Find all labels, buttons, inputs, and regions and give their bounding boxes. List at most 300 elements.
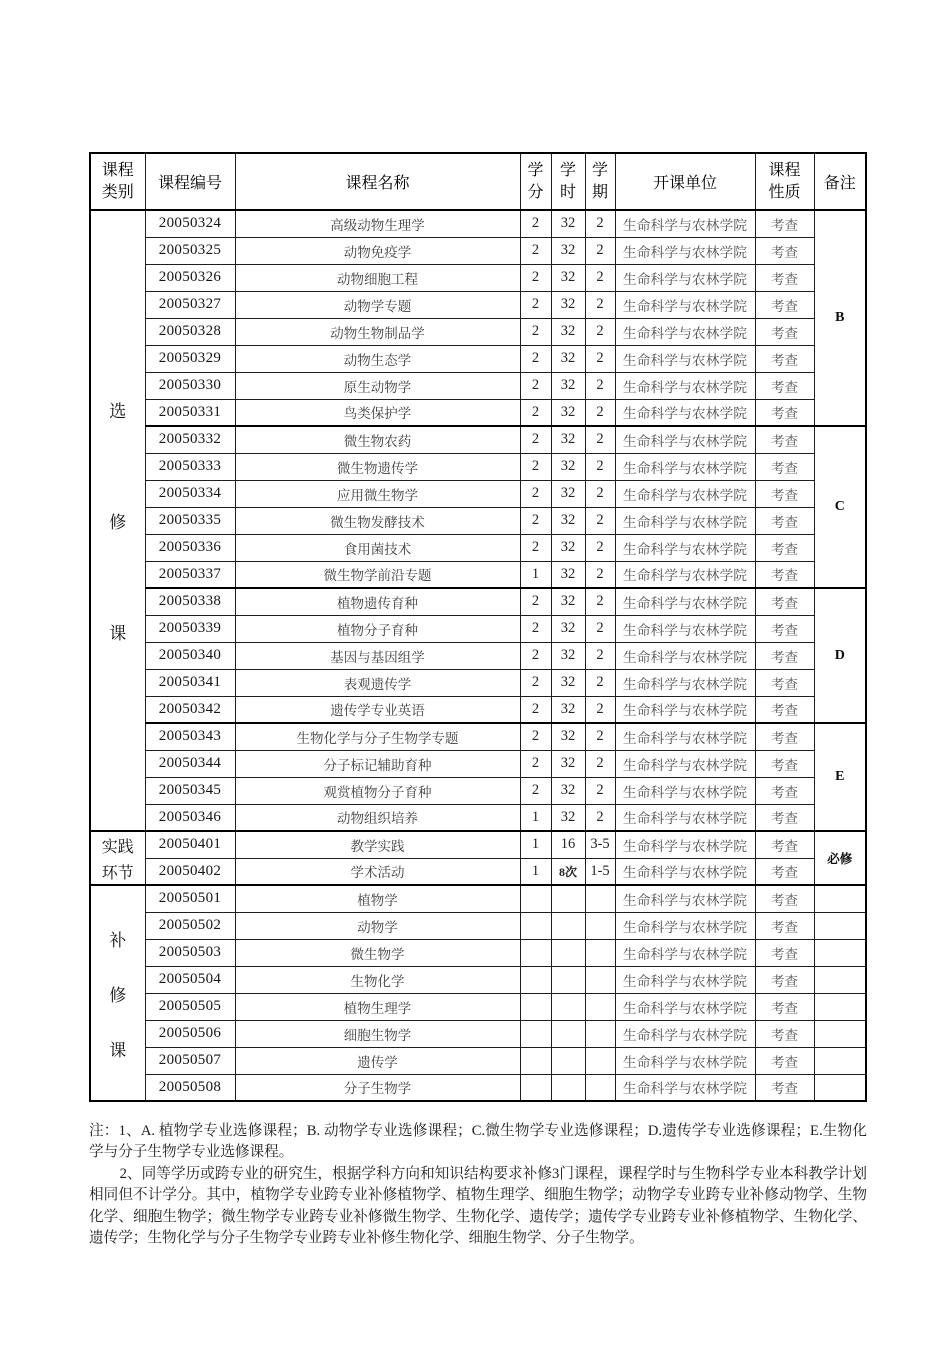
cell-nature: 考查 [755, 237, 814, 264]
cell-name: 学术活动 [235, 858, 520, 885]
cell-credit [520, 885, 551, 912]
col-header-name: 课程名称 [235, 153, 520, 210]
course-row [90, 831, 866, 858]
header-row [90, 153, 866, 210]
cell-nature: 考查 [755, 210, 814, 237]
cell-term: 1-5 [585, 858, 615, 885]
course-row [90, 480, 866, 507]
cell-credit: 1 [520, 804, 551, 831]
cell-name: 动物免疫学 [235, 237, 520, 264]
cell-unit: 生命科学与农林学院 [615, 372, 755, 399]
cell-remark: E [814, 723, 866, 831]
col-header-code: 课程编号 [145, 153, 235, 210]
category-char: 环节 [101, 864, 134, 882]
cell-code: 20050342 [145, 696, 235, 723]
cell-name: 表观遗传学 [235, 669, 520, 696]
cell-unit: 生命科学与农林学院 [615, 426, 755, 453]
cell-credit: 2 [520, 642, 551, 669]
cell-term: 2 [585, 264, 615, 291]
cell-hours [551, 993, 585, 1020]
cell-credit: 2 [520, 399, 551, 426]
cell-name: 遗传学 [235, 1047, 520, 1074]
course-row [90, 318, 866, 345]
cell-term: 2 [585, 480, 615, 507]
cell-term: 2 [585, 750, 615, 777]
notes-block [89, 1121, 867, 1249]
cell-name: 教学实践 [235, 831, 520, 858]
cell-hours [551, 1047, 585, 1074]
cell-term: 2 [585, 210, 615, 237]
cell-nature: 考查 [755, 804, 814, 831]
cell-remark [814, 966, 866, 993]
cell-category [90, 885, 145, 1101]
course-row [90, 642, 866, 669]
course-table-wrap [89, 152, 867, 1102]
cell-term: 2 [585, 318, 615, 345]
col-header-nature-line1: 课程 [768, 162, 801, 180]
course-row [90, 237, 866, 264]
cell-credit: 2 [520, 777, 551, 804]
cell-hours: 32 [551, 399, 585, 426]
cell-name: 植物遗传育种 [235, 588, 520, 615]
course-row [90, 777, 866, 804]
cell-code: 20050336 [145, 534, 235, 561]
cell-unit: 生命科学与农林学院 [615, 291, 755, 318]
cell-nature: 考查 [755, 291, 814, 318]
cell-remark [814, 993, 866, 1020]
cell-credit: 2 [520, 588, 551, 615]
cell-nature: 考查 [755, 939, 814, 966]
cell-term: 2 [585, 291, 615, 318]
cell-code: 20050330 [145, 372, 235, 399]
cell-code: 20050326 [145, 264, 235, 291]
cell-code: 20050329 [145, 345, 235, 372]
cell-credit [520, 1074, 551, 1101]
cell-term: 2 [585, 453, 615, 480]
cell-name: 食用菌技术 [235, 534, 520, 561]
course-row [90, 858, 866, 885]
cell-nature: 考查 [755, 696, 814, 723]
cell-term: 2 [585, 534, 615, 561]
cell-remark: C [814, 426, 866, 588]
cell-credit: 2 [520, 696, 551, 723]
cell-code: 20050333 [145, 453, 235, 480]
cell-term: 2 [585, 345, 615, 372]
cell-nature: 考查 [755, 561, 814, 588]
cell-nature: 考查 [755, 372, 814, 399]
cell-nature: 考查 [755, 723, 814, 750]
cell-unit: 生命科学与农林学院 [615, 858, 755, 885]
cell-hours: 32 [551, 669, 585, 696]
cell-hours: 32 [551, 588, 585, 615]
cell-credit: 2 [520, 237, 551, 264]
cell-credit: 2 [520, 372, 551, 399]
cell-name: 动物生态学 [235, 345, 520, 372]
cell-term: 2 [585, 696, 615, 723]
cell-unit: 生命科学与农林学院 [615, 966, 755, 993]
cell-nature: 考查 [755, 534, 814, 561]
cell-unit: 生命科学与农林学院 [615, 264, 755, 291]
cell-credit [520, 1047, 551, 1074]
course-row [90, 507, 866, 534]
cell-nature: 考查 [755, 264, 814, 291]
course-row [90, 804, 866, 831]
cell-unit: 生命科学与农林学院 [615, 480, 755, 507]
cell-credit: 2 [520, 210, 551, 237]
cell-code: 20050507 [145, 1047, 235, 1074]
cell-name: 微生物学 [235, 939, 520, 966]
course-row [90, 453, 866, 480]
cell-nature: 考查 [755, 777, 814, 804]
course-row [90, 750, 866, 777]
col-header-credit [520, 153, 551, 210]
cell-name: 生物化学与分子生物学专题 [235, 723, 520, 750]
cell-nature: 考查 [755, 858, 814, 885]
category-char: 补 [109, 930, 127, 950]
cell-nature: 考查 [755, 453, 814, 480]
cell-code: 20050508 [145, 1074, 235, 1101]
course-row [90, 1047, 866, 1074]
cell-hours: 32 [551, 318, 585, 345]
cell-hours: 32 [551, 534, 585, 561]
cell-nature: 考查 [755, 615, 814, 642]
cell-remark [814, 1047, 866, 1074]
cell-hours: 32 [551, 723, 585, 750]
category-char: 选 [109, 402, 127, 421]
cell-nature: 考查 [755, 993, 814, 1020]
cell-term [585, 939, 615, 966]
cell-code: 20050339 [145, 615, 235, 642]
cell-name: 微生物学前沿专题 [235, 561, 520, 588]
cell-credit: 2 [520, 318, 551, 345]
category-char: 修 [109, 985, 127, 1005]
cell-hours: 32 [551, 804, 585, 831]
cell-nature: 考查 [755, 480, 814, 507]
cell-code: 20050502 [145, 912, 235, 939]
cell-code: 20050346 [145, 804, 235, 831]
cell-hours [551, 912, 585, 939]
course-row [90, 669, 866, 696]
cell-term [585, 966, 615, 993]
cell-unit: 生命科学与农林学院 [615, 615, 755, 642]
cell-category [90, 210, 145, 831]
cell-credit: 2 [520, 480, 551, 507]
col-header-category-line1: 课程 [101, 162, 134, 180]
cell-code: 20050503 [145, 939, 235, 966]
col-header-hours-line2: 时 [559, 183, 576, 201]
cell-nature: 考查 [755, 966, 814, 993]
note-paragraph-2: 2、同等学历或跨专业的研究生，根据学科方向和知识结构要求补修3门课程，课程学时与生物科学专业本科教学计划相同但不计学分。其中，植物学专业跨专业补修植物学、植物生理学、细胞生物学；动物学专业跨专业补修动物学、生物化学、细胞生物学；微生物学专业跨专业补修微生物学、生物化学、遗传学；遗传学专业跨专业补修植物学、生物化学、遗传学；生物化学与分子生物学专业跨专业补修生物化学、细胞生物学、分子生物学。 [89, 1165, 867, 1247]
cell-hours: 8次 [551, 858, 585, 885]
cell-credit: 2 [520, 264, 551, 291]
cell-nature: 考查 [755, 642, 814, 669]
cell-unit: 生命科学与农林学院 [615, 507, 755, 534]
cell-name: 观赏植物分子育种 [235, 777, 520, 804]
cell-code: 20050340 [145, 642, 235, 669]
cell-unit: 生命科学与农林学院 [615, 588, 755, 615]
course-row [90, 345, 866, 372]
cell-credit [520, 912, 551, 939]
cell-code: 20050506 [145, 1020, 235, 1047]
cell-nature: 考查 [755, 831, 814, 858]
cell-unit: 生命科学与农林学院 [615, 696, 755, 723]
course-row [90, 993, 866, 1020]
cell-unit: 生命科学与农林学院 [615, 345, 755, 372]
cell-hours: 32 [551, 210, 585, 237]
cell-unit: 生命科学与农林学院 [615, 399, 755, 426]
cell-code: 20050324 [145, 210, 235, 237]
cell-hours: 32 [551, 264, 585, 291]
cell-name: 分子生物学 [235, 1074, 520, 1101]
cell-nature: 考查 [755, 1074, 814, 1101]
cell-term: 2 [585, 804, 615, 831]
cell-unit: 生命科学与农林学院 [615, 939, 755, 966]
course-row [90, 291, 866, 318]
note-paragraph-1: 注：1、A. 植物学专业选修课程；B. 动物学专业选修课程；C.微生物学专业选修课程；D.遗传学专业选修课程；E.生物化学与分子生物学专业选修课程。 [89, 1123, 867, 1161]
cell-nature: 考查 [755, 318, 814, 345]
course-row [90, 885, 866, 912]
cell-nature: 考查 [755, 750, 814, 777]
col-header-category [90, 153, 145, 210]
cell-name: 动物细胞工程 [235, 264, 520, 291]
cell-remark: B [814, 210, 866, 426]
cell-unit: 生命科学与农林学院 [615, 318, 755, 345]
cell-name: 微生物遗传学 [235, 453, 520, 480]
cell-hours: 16 [551, 831, 585, 858]
cell-unit: 生命科学与农林学院 [615, 642, 755, 669]
course-row [90, 534, 866, 561]
cell-unit: 生命科学与农林学院 [615, 804, 755, 831]
cell-nature: 考查 [755, 1047, 814, 1074]
cell-term: 2 [585, 588, 615, 615]
cell-code: 20050504 [145, 966, 235, 993]
col-header-category-line2: 类别 [101, 183, 134, 201]
cell-hours: 32 [551, 372, 585, 399]
course-table-body [90, 210, 866, 1101]
cell-hours: 32 [551, 642, 585, 669]
cell-name: 高级动物生理学 [235, 210, 520, 237]
cell-code: 20050328 [145, 318, 235, 345]
cell-code: 20050341 [145, 669, 235, 696]
category-char: 课 [109, 1040, 127, 1060]
cell-unit: 生命科学与农林学院 [615, 1074, 755, 1101]
cell-code: 20050343 [145, 723, 235, 750]
cell-term: 2 [585, 426, 615, 453]
cell-term: 2 [585, 507, 615, 534]
cell-hours [551, 966, 585, 993]
cell-credit: 1 [520, 561, 551, 588]
cell-remark [814, 912, 866, 939]
cell-code: 20050334 [145, 480, 235, 507]
course-row [90, 399, 866, 426]
course-row [90, 1020, 866, 1047]
category-char: 实践 [101, 838, 134, 856]
cell-name: 鸟类保护学 [235, 399, 520, 426]
course-row [90, 210, 866, 237]
course-table [89, 152, 867, 1102]
cell-category [90, 831, 145, 885]
cell-term: 2 [585, 372, 615, 399]
cell-nature: 考查 [755, 345, 814, 372]
cell-unit: 生命科学与农林学院 [615, 993, 755, 1020]
cell-credit: 2 [520, 723, 551, 750]
col-header-hours-line1: 学 [559, 162, 576, 180]
col-header-nature-line2: 性质 [768, 183, 801, 201]
cell-credit: 1 [520, 858, 551, 885]
col-header-hours [551, 153, 585, 210]
cell-unit: 生命科学与农林学院 [615, 1020, 755, 1047]
cell-name: 基因与基因组学 [235, 642, 520, 669]
cell-credit [520, 1020, 551, 1047]
course-row [90, 723, 866, 750]
cell-code: 20050401 [145, 831, 235, 858]
cell-credit: 2 [520, 345, 551, 372]
cell-name: 动物组织培养 [235, 804, 520, 831]
cell-name: 植物学 [235, 885, 520, 912]
cell-name: 遗传学专业英语 [235, 696, 520, 723]
cell-term: 2 [585, 615, 615, 642]
cell-unit: 生命科学与农林学院 [615, 210, 755, 237]
cell-code: 20050332 [145, 426, 235, 453]
cell-nature: 考查 [755, 507, 814, 534]
cell-code: 20050505 [145, 993, 235, 1020]
cell-unit: 生命科学与农林学院 [615, 561, 755, 588]
cell-hours: 32 [551, 750, 585, 777]
course-row [90, 912, 866, 939]
cell-hours: 32 [551, 777, 585, 804]
cell-remark [814, 885, 866, 912]
cell-unit: 生命科学与农林学院 [615, 453, 755, 480]
cell-name: 植物分子育种 [235, 615, 520, 642]
cell-name: 微生物农药 [235, 426, 520, 453]
cell-unit: 生命科学与农林学院 [615, 885, 755, 912]
cell-remark [814, 1020, 866, 1047]
col-header-remark: 备注 [814, 153, 866, 210]
cell-nature: 考查 [755, 1020, 814, 1047]
col-header-nature [755, 153, 814, 210]
cell-nature: 考查 [755, 588, 814, 615]
cell-code: 20050344 [145, 750, 235, 777]
course-row [90, 696, 866, 723]
cell-credit: 2 [520, 453, 551, 480]
cell-code: 20050331 [145, 399, 235, 426]
course-row [90, 561, 866, 588]
cell-unit: 生命科学与农林学院 [615, 1047, 755, 1074]
cell-term [585, 1047, 615, 1074]
cell-hours: 32 [551, 237, 585, 264]
cell-credit: 2 [520, 615, 551, 642]
cell-credit: 2 [520, 750, 551, 777]
course-row [90, 966, 866, 993]
cell-code: 20050402 [145, 858, 235, 885]
course-row [90, 615, 866, 642]
col-header-unit: 开课单位 [615, 153, 755, 210]
course-row [90, 426, 866, 453]
cell-term: 2 [585, 399, 615, 426]
cell-hours [551, 939, 585, 966]
cell-term: 3-5 [585, 831, 615, 858]
cell-term [585, 993, 615, 1020]
cell-code: 20050345 [145, 777, 235, 804]
cell-name: 微生物发酵技术 [235, 507, 520, 534]
cell-nature: 考查 [755, 885, 814, 912]
cell-unit: 生命科学与农林学院 [615, 831, 755, 858]
cell-hours: 32 [551, 480, 585, 507]
cell-unit: 生命科学与农林学院 [615, 237, 755, 264]
cell-term [585, 1020, 615, 1047]
cell-remark: 必修 [814, 831, 866, 885]
cell-unit: 生命科学与农林学院 [615, 750, 755, 777]
cell-name: 植物生理学 [235, 993, 520, 1020]
category-char: 课 [109, 624, 127, 643]
cell-unit: 生命科学与农林学院 [615, 777, 755, 804]
cell-code: 20050325 [145, 237, 235, 264]
cell-name: 应用微生物学 [235, 480, 520, 507]
cell-remark [814, 939, 866, 966]
cell-term: 2 [585, 669, 615, 696]
cell-nature: 考查 [755, 912, 814, 939]
cell-term: 2 [585, 237, 615, 264]
cell-unit: 生命科学与农林学院 [615, 534, 755, 561]
col-header-credit-line2: 分 [527, 183, 544, 201]
cell-name: 分子标记辅助育种 [235, 750, 520, 777]
category-char: 修 [109, 513, 127, 532]
course-row [90, 1074, 866, 1101]
cell-name: 动物学 [235, 912, 520, 939]
cell-code: 20050327 [145, 291, 235, 318]
cell-hours: 32 [551, 507, 585, 534]
cell-credit [520, 939, 551, 966]
cell-term [585, 885, 615, 912]
cell-nature: 考查 [755, 399, 814, 426]
cell-credit: 1 [520, 831, 551, 858]
cell-term [585, 912, 615, 939]
col-header-term [585, 153, 615, 210]
cell-hours: 32 [551, 696, 585, 723]
cell-credit: 2 [520, 426, 551, 453]
cell-credit: 2 [520, 507, 551, 534]
cell-name: 生物化学 [235, 966, 520, 993]
cell-term: 2 [585, 777, 615, 804]
cell-hours: 32 [551, 426, 585, 453]
col-header-term-line1: 学 [591, 162, 608, 180]
cell-code: 20050338 [145, 588, 235, 615]
cell-remark: D [814, 588, 866, 723]
cell-hours: 32 [551, 561, 585, 588]
col-header-term-line2: 期 [591, 183, 608, 201]
cell-term [585, 1074, 615, 1101]
course-row [90, 264, 866, 291]
cell-term: 2 [585, 723, 615, 750]
cell-credit: 2 [520, 291, 551, 318]
cell-hours [551, 1020, 585, 1047]
cell-code: 20050501 [145, 885, 235, 912]
cell-code: 20050335 [145, 507, 235, 534]
cell-hours: 32 [551, 615, 585, 642]
course-row [90, 372, 866, 399]
course-row [90, 939, 866, 966]
cell-hours [551, 885, 585, 912]
cell-unit: 生命科学与农林学院 [615, 669, 755, 696]
cell-unit: 生命科学与农林学院 [615, 723, 755, 750]
cell-hours [551, 1074, 585, 1101]
cell-unit: 生命科学与农林学院 [615, 912, 755, 939]
cell-term: 2 [585, 561, 615, 588]
cell-name: 细胞生物学 [235, 1020, 520, 1047]
cell-remark [814, 1074, 866, 1101]
cell-term: 2 [585, 642, 615, 669]
cell-hours: 32 [551, 291, 585, 318]
